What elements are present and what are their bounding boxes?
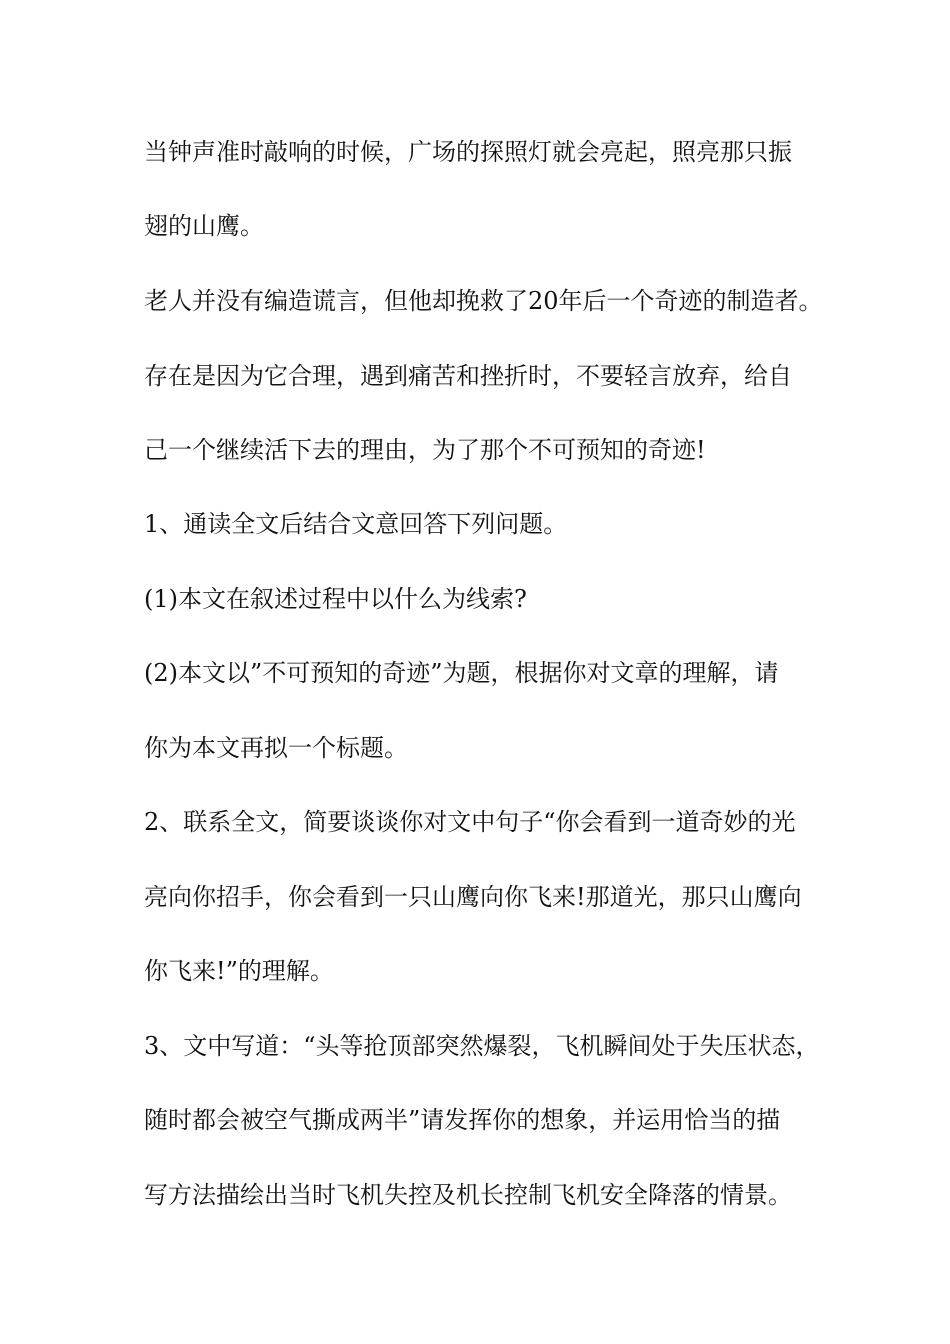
question-2: 2、联系全文，简要谈谈你对文中句子“你会看到一道奇妙的光: [144, 808, 796, 836]
question-3: 3、文中写道：“头等抢顶部突然爆裂，飞机瞬间处于失压状态，: [144, 1032, 820, 1060]
text-line-5: 己一个继续活下去的理由，为了那个不可预知的奇迹!: [144, 436, 706, 464]
text-line-2: 翅的山鹰。: [144, 212, 264, 240]
question-1-sub-2-cont: 你为本文再拟一个标题。: [144, 734, 408, 762]
question-3-cont-1: 随时都会被空气撕成两半”请发挥你的想象，并运用恰当的描: [144, 1106, 781, 1134]
text-line-4: 存在是因为它合理，遇到痛苦和挫折时，不要轻言放弃，给自: [144, 362, 792, 390]
question-1-sub-2: (2)本文以”不可预知的奇迹”为题，根据你对文章的理解，请: [144, 659, 779, 687]
question-3-cont-2: 写方法描绘出当时飞机失控及机长控制飞机安全降落的情景。: [144, 1181, 792, 1209]
question-1: 1、通读全文后结合文意回答下列问题。: [144, 510, 568, 538]
question-2-cont-2: 你飞来!”的理解。: [144, 957, 334, 985]
question-2-cont-1: 亮向你招手，你会看到一只山鹰向你飞来!那道光，那只山鹰向: [144, 883, 802, 911]
text-line-3: 老人并没有编造谎言，但他却挽救了20年后一个奇迹的制造者。: [144, 287, 823, 315]
text-line-1: 当钟声准时敲响的时候，广场的探照灯就会亮起，照亮那只振: [144, 138, 792, 166]
question-1-sub-1: (1)本文在叙述过程中以什么为线索?: [144, 585, 527, 613]
